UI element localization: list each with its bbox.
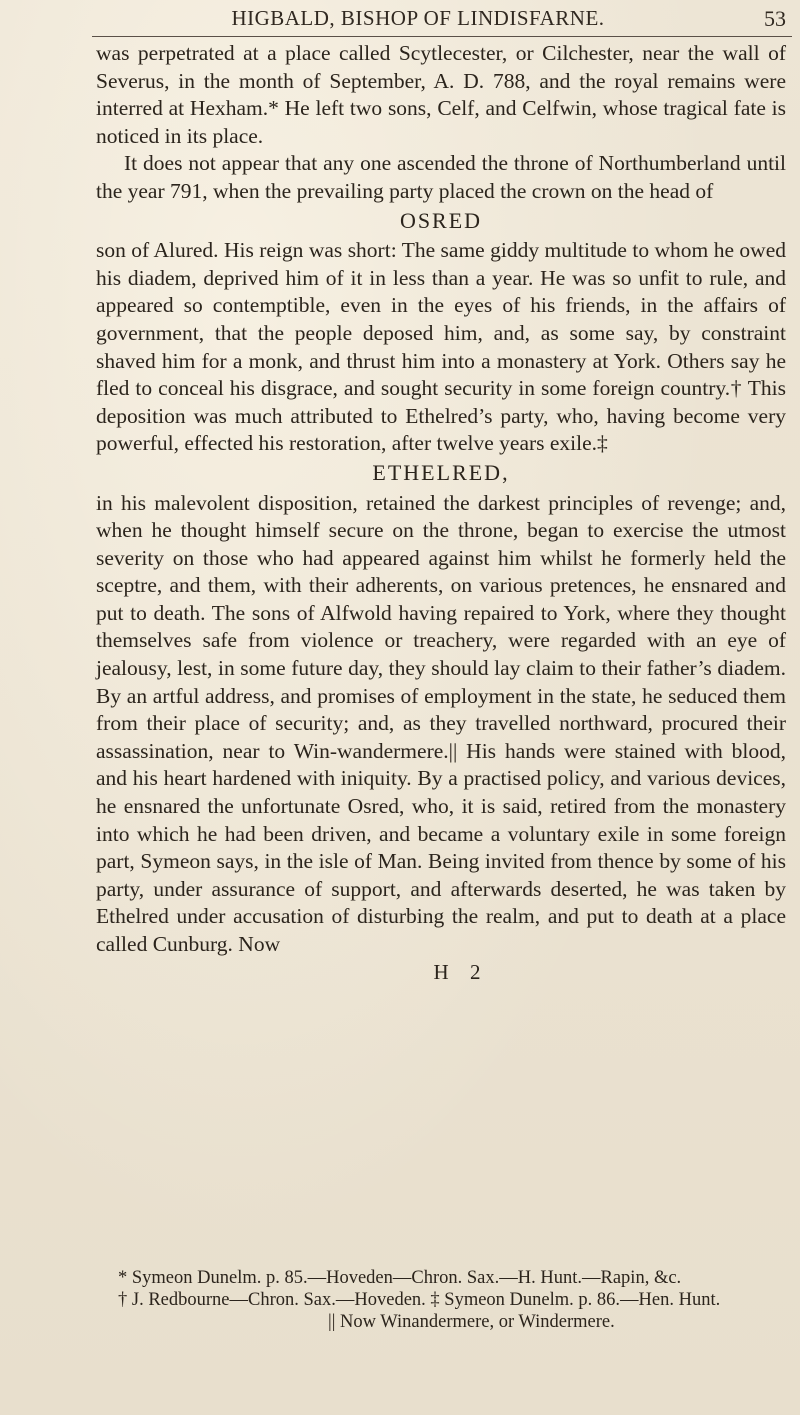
section-heading-osred: OSRED	[399, 207, 483, 233]
page-header	[108, 6, 788, 32]
header-rule	[92, 36, 792, 37]
body-text	[96, 40, 786, 985]
section-heading-ethelred: ETHELRED,	[372, 459, 510, 485]
running-head: HIGBALD, BISHOP OF LINDISFARNE.	[231, 6, 605, 30]
footnotes	[118, 1267, 778, 1333]
footnote-2: † J. Redbourne—Chron. Sax.—Hoveden. ‡ Symeon Dunelm. p. 86.—Hen. Hunt.	[118, 1290, 721, 1310]
page-number: 53	[764, 6, 786, 31]
footnote-1: * Symeon Dunelm. p. 85.—Hoveden—Chron. Sax.—H. Hunt.—Rapin, &c.	[118, 1268, 682, 1288]
signature-mark: H 2	[433, 959, 489, 984]
paragraph-4: in his malevolent disposition, retained the darkest principles of revenge; and, when he thought himself secure on the throne, began to exercise the utmost severity on those who had appeared against him whilst he formerly held the sceptre, and them, with their adherents, on various pretences, he ensnared and put to death. The sons of Alfwold having repaired to York, where they thought themselves safe from violence or treachery, were regarded with an eye of jealousy, lest, in some future day, they should lay claim to their father’s diadem. By an artful address, and promises of employment in the state, he seduced them from their place of security; and, as they travelled northward, procured their assassination, near to Win-wandermere.|| His hands were stained with blood, and his heart hardened with iniquity. By a practised policy, and various devices, he ensnared the unfortunate Osred, who, it is said, retired from the monastery into which he had been driven, and became a voluntary exile in some foreign part, Symeon says, in the isle of Man. Being invited from thence by some of his party, under assurance of support, and afterwards deserted, he was taken by Ethelred under accusation of disturbing the realm, and put to death at a place called Cunburg. Now	[96, 490, 786, 956]
paragraph-3: son of Alured. His reign was short: The same giddy multitude to whom he owed his diadem, deprived him of it in less than a year. He was so unfit to rule, and appeared so contemptible, even in the eyes of his friends, in the affairs of government, that the people deposed him, and, as some say, by constraint shaved him for a monk, and thrust him into a monastery at York. Others say he fled to conceal his disgrace, and sought security in some foreign country.† This deposition was much attributed to Ethelred’s party, who, having become very powerful, effected his restoration, after twelve years exile.‡	[96, 238, 786, 456]
paragraph-2: It does not appear that any one ascended the throne of Northumberland until the year 791, when the prevailing party placed the crown on the head of	[96, 151, 786, 203]
footnote-3: || Now Winandermere, or Windermere.	[328, 1312, 615, 1332]
paragraph-1: was perpetrated at a place called Scytlecester, or Cilchester, near the wall of Severus, in the month of September, A. D. 788, and the royal remains were interred at Hexham.* He left two sons, Celf, and Celfwin, whose tragical fate is noticed in its place.	[96, 41, 786, 148]
